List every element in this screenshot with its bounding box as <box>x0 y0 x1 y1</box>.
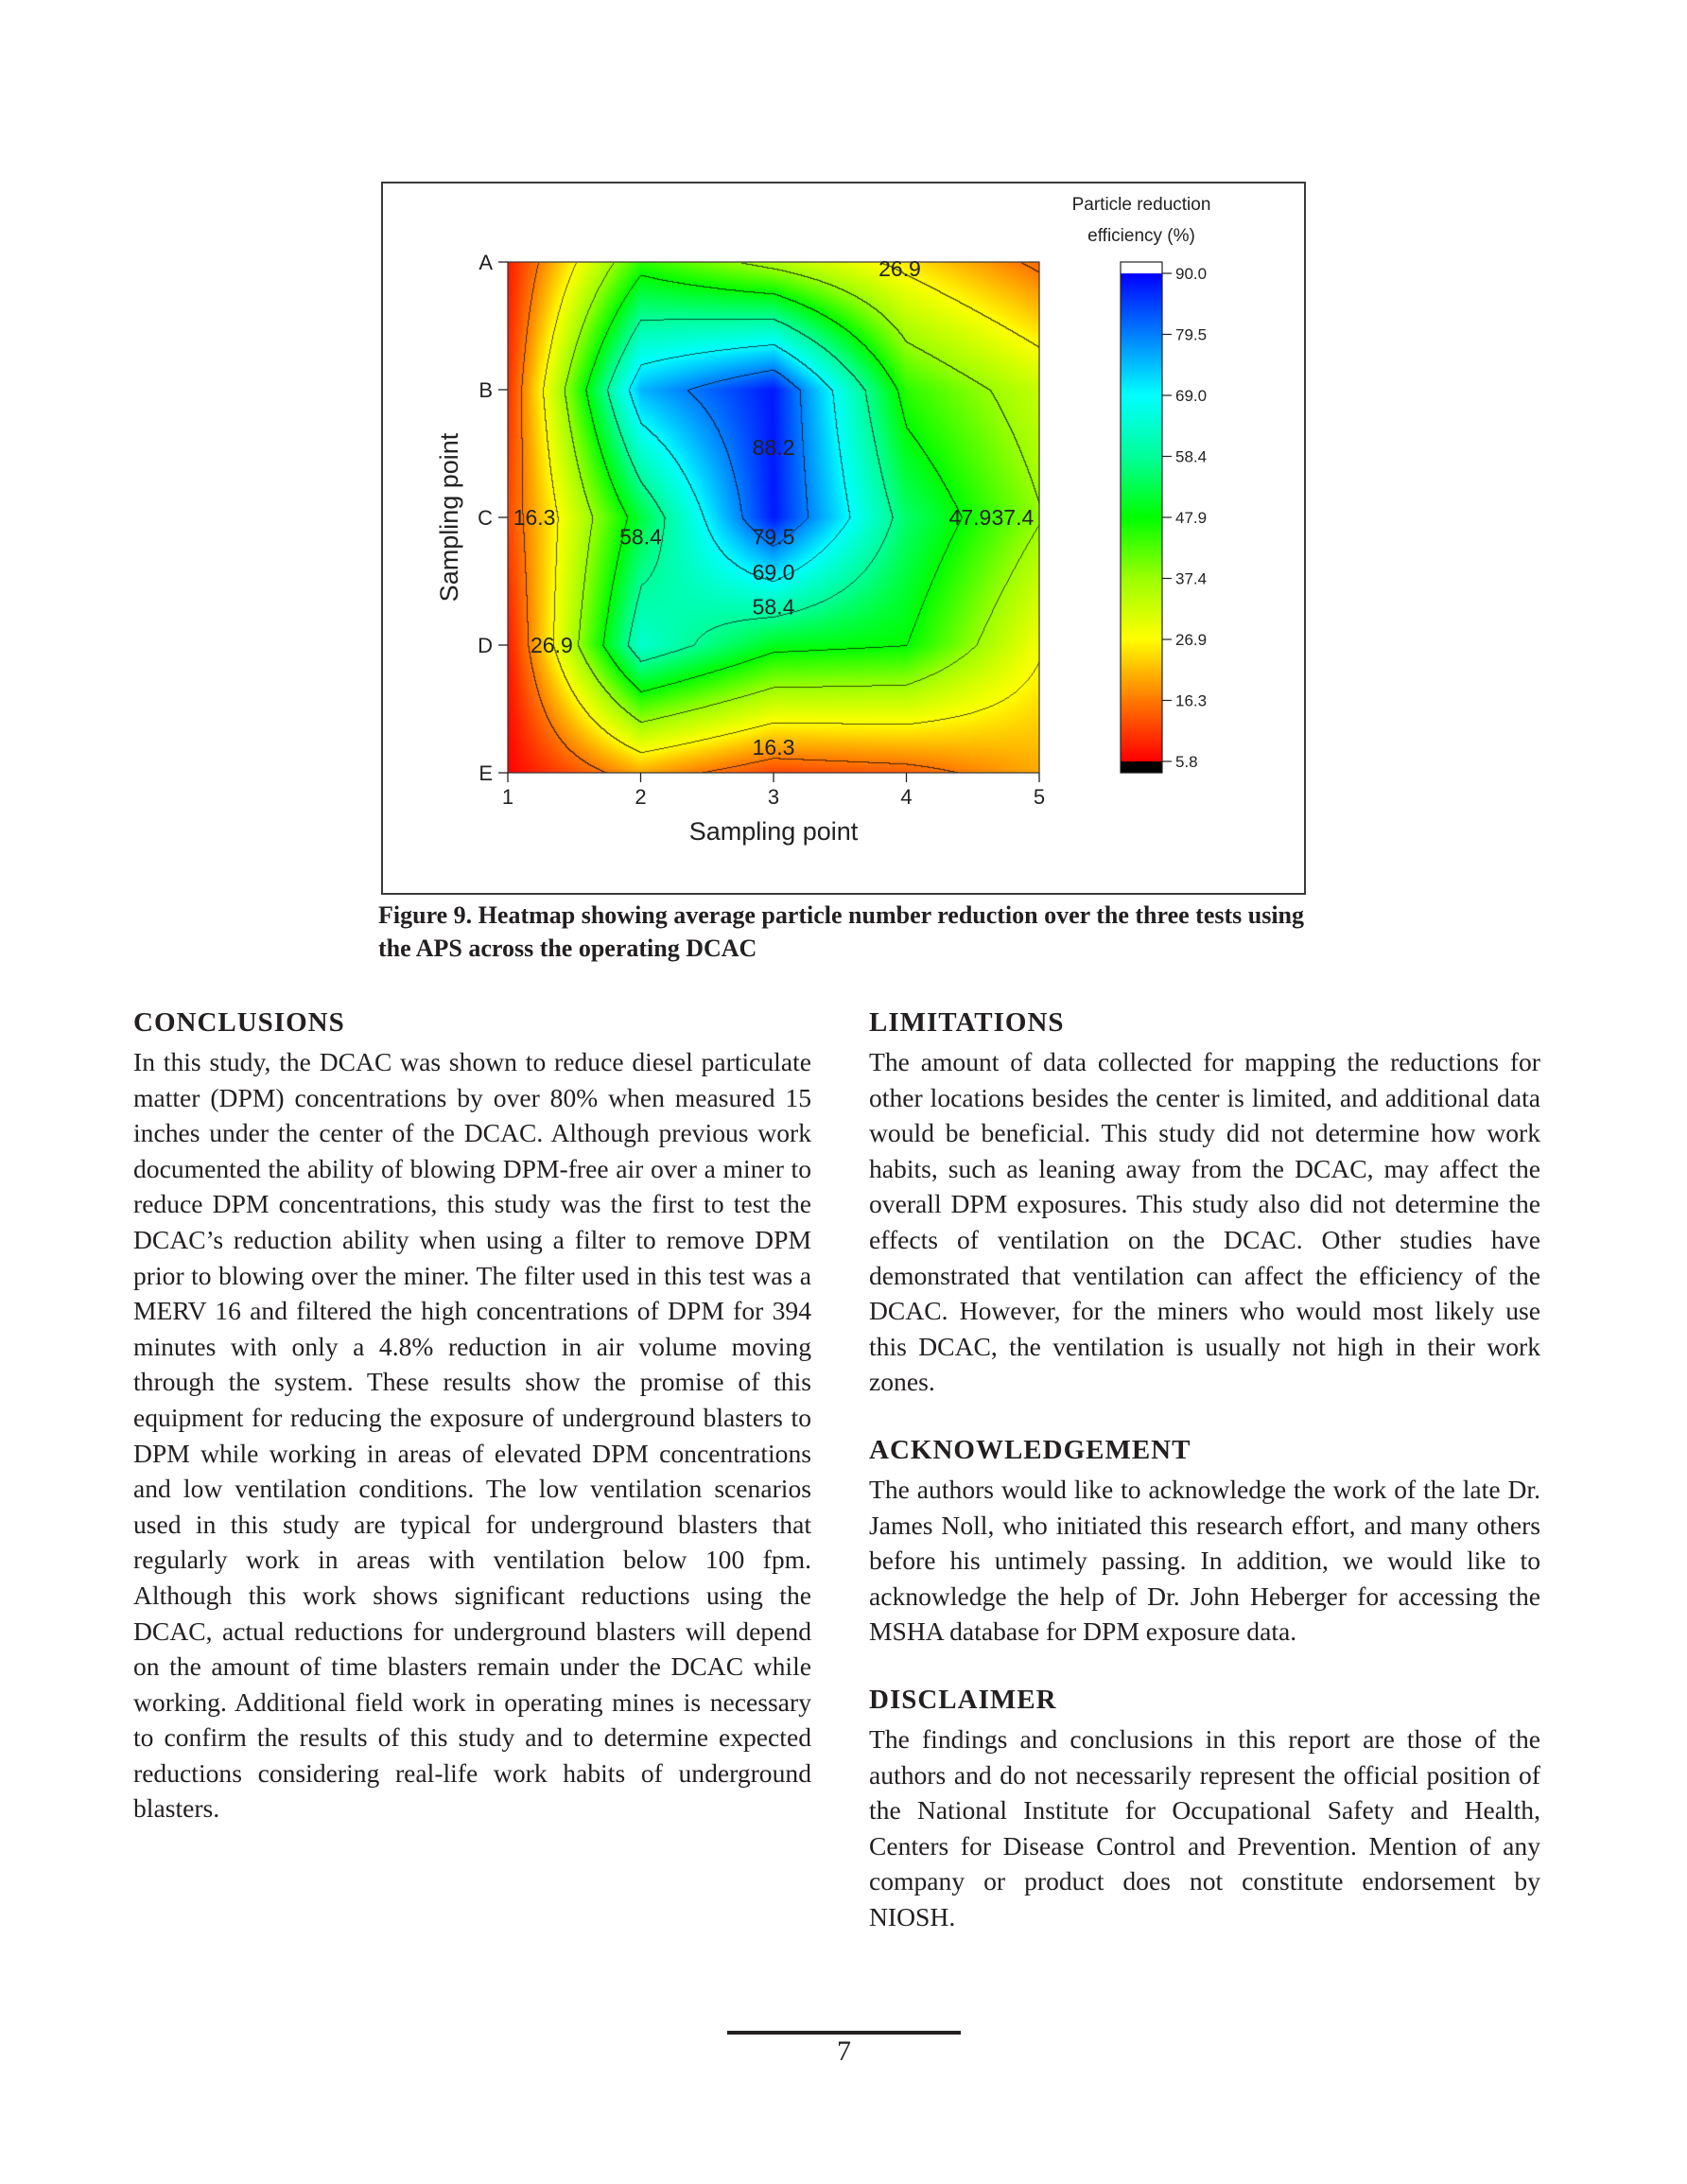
disclaimer-heading: DISCLAIMER <box>869 1684 1057 1715</box>
colorbar-tick-label: 79.5 <box>1175 325 1208 344</box>
colorbar-tick-label: 5.8 <box>1175 753 1198 771</box>
colorbar-tick-label: 26.9 <box>1175 631 1208 649</box>
y-tick-label: C <box>478 506 493 530</box>
colorbar-tick-label: 37.4 <box>1175 569 1208 588</box>
colorbar-tick-label: 16.3 <box>1175 691 1208 710</box>
left-column <box>133 1005 811 1826</box>
x-tick-label: 3 <box>767 785 780 809</box>
x-tick-label: 2 <box>635 785 647 809</box>
contour-label: 16.3 <box>752 735 795 760</box>
x-tick-label: 1 <box>501 785 514 809</box>
contour-label: 47.9 <box>948 505 992 530</box>
contour-label: 26.9 <box>878 255 921 281</box>
disclaimer-body: The findings and conclusions in this report are those of the authors and do not necessarily represent the official position of the National Institute for Occupational Safety and Health, Centers for Disease Control and Prevention. Mention of any company or product does not constitute endorsement by NIOSH. <box>869 1723 1540 1931</box>
y-tick-label: E <box>478 761 493 785</box>
colorbar-tick-label: 47.9 <box>1175 509 1208 527</box>
y-tick-label: A <box>478 251 493 274</box>
colorbar-title-line1: Particle reduction <box>1071 195 1211 215</box>
footer-rule <box>727 2031 961 2035</box>
contour-label: 16.3 <box>513 505 556 530</box>
colorbar-tick-label: 90.0 <box>1175 265 1208 283</box>
heatmap-plot-area <box>508 262 1039 773</box>
y-tick-label: D <box>478 634 493 657</box>
limitations-body: The amount of data collected for mapping the reductions for other locations besides the center is limited, and additional data would be beneficial. This study did not determine how work habits, such as leaning away from the DCAC, may affect the overall DPM exposures. This study also did not determine the effects of ventilation on the DCAC. Other studies have demonstrated that ventilation can affect the efficiency of the DCAC. However, for the miners who would most likely use this DCAC, the ventilation is usually not high in their work zones. <box>869 1047 1540 1397</box>
colorbar-tick-label: 69.0 <box>1175 387 1208 405</box>
contour-label: 69.0 <box>752 560 795 585</box>
y-tick-label: B <box>478 378 493 402</box>
colorbar-tick-label: 58.4 <box>1175 447 1208 466</box>
page-number: 7 <box>837 2035 851 2067</box>
contour-label: 58.4 <box>752 594 795 620</box>
acknowledgement-body: The authors would like to acknowledge the work of the late Dr. James Noll, who initiated this research effort, and many others before his untimely passing. In addition, we would like to acknowledge the help of Dr. John Heberger for accessing the MSHA database for DPM exposure data. <box>869 1474 1540 1647</box>
colorbar <box>1121 262 1162 773</box>
x-tick-label: 4 <box>900 785 913 809</box>
x-axis-label: Sampling point <box>688 817 859 846</box>
x-tick-label: 5 <box>1033 785 1046 809</box>
contour-label: 58.4 <box>619 524 662 550</box>
right-column <box>869 1005 1540 1934</box>
contour-label: 26.9 <box>530 633 573 657</box>
colorbar-title-line2: efficiency (%) <box>1087 226 1195 246</box>
contour-label: 79.5 <box>752 524 795 550</box>
contour-label: 88.2 <box>752 434 795 460</box>
limitations-heading: LIMITATIONS <box>869 1007 1065 1038</box>
conclusions-heading: CONCLUSIONS <box>133 1007 345 1038</box>
figure-caption: Figure 9. Heatmap showing average particle number reduction over the three tests using the APS across the operating DCAC <box>378 901 1305 962</box>
acknowledgement-heading: ACKNOWLEDGEMENT <box>869 1434 1191 1465</box>
y-axis-label: Sampling point <box>435 432 463 603</box>
conclusions-body: In this study, the DCAC was shown to reduce diesel particulate matter (DPM) concentrations by over 80% when measured 15 inches under the center of the DCAC. Although previous work documented the ability of blowing DPM-free air over a miner to reduce DPM concentrations, this study was the first to test the DCAC’s reduction ability when using a filter to remove DPM prior to blowing over the miner. The filter used in this test was a MERV 16 and filtered the high concentrations of DPM for 394 minutes with only a 4.8% reduction in air volume moving through the system. These results show the promise of this equipment for reducing the exposure of underground blasters to DPM while working in areas of elevated DPM concentrations and low ventilation conditions. The low ventilation scenarios used in this study are typical for underground blasters that regularly work in areas with ventilation below 100 fpm. Although this work shows significant reductions using the DCAC, actual reductions for underground blasters will depend on the amount of time blasters remain under the DCAC while working. Additional field work in operating mines is necessary to confirm the results of this study and to determine expected reductions considering real-life work habits of underground blasters. <box>133 1047 811 1824</box>
contour-label: 37.4 <box>991 505 1035 530</box>
